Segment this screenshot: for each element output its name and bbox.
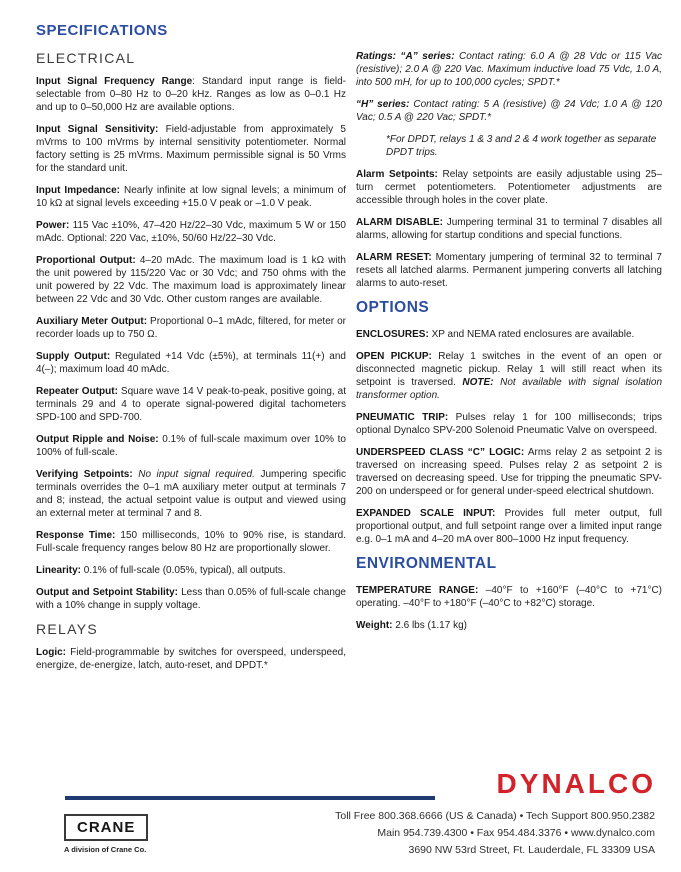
spec-label: Supply Output:: [36, 351, 111, 362]
spec-label: “H” series:: [356, 99, 414, 110]
spec-text: Arms relay 2 as setpoint 2 is traversed on increasing speed. Pulses relay 2 as setpoint 2 is traversed on decreasing speed. Use for tripping the pneumatic SPV-200 on underspeed or for general under-speed electrical shutdown.: [356, 447, 662, 497]
spec-paragraph: [36, 564, 346, 577]
spec-text: 115 Vac ±10%, 47–420 Hz/22–30 Vdc, maximum 5 W or 150 mAdc. Optional: 220 Vac, ±10%, 50/60 Hz/22–30 Vdc.: [36, 220, 346, 244]
contact-line: 3690 NW 53rd Street, Ft. Lauderdale, FL 33309 USA: [408, 844, 655, 856]
spec-text: Proportional 0–1 mAdc, filtered, for meter or recorder loads up to 750 Ω.: [36, 316, 346, 340]
spec-label: Response Time:: [36, 530, 116, 541]
section-heading: RELAYS: [36, 621, 99, 637]
spec-label: Alarm Setpoints:: [356, 169, 438, 180]
spec-text: 0.1% of full-scale (0.05%, typical), all outputs.: [81, 565, 286, 576]
section-title: OPTIONS: [356, 299, 430, 316]
spec-text: Pulses relay 1 for 100 milliseconds; trips optional Dynalco SPV-200 Solenoid Pneumatic Valve on overspeed.: [356, 412, 663, 436]
section-title: ENVIRONMENTAL: [356, 555, 497, 572]
spec-text: XP and NEMA rated enclosures are available.: [428, 329, 635, 340]
spec-text: Field-programmable by switches for overspeed, underspeed, energize, de-energize, latch, auto-reset, and DPDT.*: [36, 647, 346, 671]
spec-paragraph: [356, 350, 662, 402]
spec-paragraph: [36, 315, 346, 341]
spec-label: Verifying Setpoints:: [36, 469, 133, 480]
spec-paragraph: [356, 507, 662, 546]
spec-text: Field-adjustable from approximately 5 mVrms to 100 mVrms by internal sensitivity potentiometer. Normal factory setting is 25 mVrms. Maximum permissible signal is 50 Vrms for the standard unit.: [36, 124, 346, 174]
spec-paragraph: [356, 216, 662, 242]
spec-text: –40°F to +160°F (–40°C to +71°C) operating. –40°F to +180°F (–40°C to +82°C) storage.: [356, 585, 662, 609]
spec-text: Relay setpoints are easily adjustable using 25–turn cermet potentiometers. Potentiometer adjustments are accessible through holes in the cover plate.: [356, 169, 662, 206]
spec-label: Weight:: [356, 620, 393, 631]
spec-paragraph: [36, 219, 346, 245]
section-heading: ELECTRICAL: [36, 50, 136, 66]
spec-text: Jumpering terminal 31 to terminal 7 disables all alarms, allowing for startup conditions and special functions.: [356, 217, 662, 241]
spec-paragraph: [356, 619, 662, 632]
spec-text: *For DPDT, relays 1 & 3 and 2 & 4 work together as separate DPDT trips.: [386, 134, 657, 158]
spec-paragraph: [356, 584, 662, 610]
spec-text: Contact rating: 5 A (resistive) @ 24 Vdc; 1.0 A @ 120 Vac; 0.5 A @ 220 Vac; SPDT.*: [356, 99, 662, 123]
spec-text: 150 milliseconds, 10% to 90% rise, is standard. Full-scale frequency ranges below 80 Hz are proportionally slower.: [36, 530, 346, 554]
spec-paragraph: [356, 168, 662, 207]
spec-paragraph: [356, 328, 662, 341]
spec-label: “A” series:: [400, 51, 460, 62]
contact-line: Main 954.739.4300 • Fax 954.484.3376 • www.dynalco.com: [377, 827, 655, 839]
spec-text: Regulated +14 Vdc (±5%), at terminals 11(+) and 4(–); maximum load 40 mAdc.: [36, 351, 346, 375]
spec-text: Less than 0.05% of full-scale change with a 10% change in supply voltage.: [36, 587, 346, 611]
spec-label: Input Impedance:: [36, 185, 120, 196]
spec-label: Proportional Output:: [36, 255, 136, 266]
spec-paragraph: [356, 446, 662, 498]
spec-paragraph: [36, 123, 346, 175]
spec-paragraph: [36, 468, 346, 520]
crane-tagline: A division of Crane Co.: [64, 845, 147, 854]
spec-label: EXPANDED SCALE INPUT:: [356, 508, 496, 519]
spec-text: 2.6 lbs (1.17 kg): [392, 620, 467, 631]
spec-paragraph: [36, 433, 346, 459]
spec-label: TEMPERATURE RANGE:: [356, 585, 479, 596]
spec-paragraph: [356, 251, 662, 290]
spec-label: ALARM RESET:: [356, 252, 432, 263]
spec-label: Power:: [36, 220, 70, 231]
spec-paragraph: [36, 254, 346, 306]
spec-paragraph: [36, 184, 346, 210]
spec-label: Input Signal Frequency Range: [36, 76, 193, 87]
spec-label: Linearity:: [36, 565, 82, 576]
spec-text: Square wave 14 V peak-to-peak, positive going, at terminals 29 and 4 to operate signal-powered digital tachometers SPD-100 and SPD-700.: [36, 386, 347, 423]
spec-paragraph: [356, 50, 662, 89]
crane-logo-box: CRANE: [64, 814, 148, 841]
spec-text: Jumpering specific terminals overrides the 0–1 mA auxiliary meter output at terminals 7 and 8; instead, the actual setpoint value is output and viewed using an external meter at terminal 7 and 8.: [36, 469, 347, 519]
spec-label: Output and Setpoint Stability:: [36, 587, 178, 598]
spec-label: Input Signal Sensitivity:: [36, 124, 159, 135]
spec-paragraph: [356, 133, 662, 159]
spec-label: OPEN PICKUP:: [356, 351, 432, 362]
spec-label: Logic:: [36, 647, 66, 658]
contact-info: [335, 808, 655, 859]
spec-text: Provides full meter output, full proportional output, and full setpoint range over a limited input range e.g. 0–1 mA and 4–20 mA over 800–1000 Hz input frequency.: [356, 508, 662, 545]
spec-text: Contact rating: 6.0 A @ 28 Vdc or 115 Vac (resistive); 2.0 A @ 220 Vac. Maximum inductive load 75 Vdc, 1.0 A, into 500 mH, for up to 100,000 cycles; SPDT.*: [356, 51, 663, 88]
spec-label: ALARM DISABLE:: [356, 217, 444, 228]
spec-label: UNDERSPEED CLASS “C” LOGIC:: [356, 447, 525, 458]
footer: [0, 770, 681, 872]
spec-text: : Standard input range is field-selectable from 0–80 Hz to 0–20 kHz. Ranges as low as 0–0.1 Hz and up to 0–50,000 Hz are available options.: [36, 76, 347, 113]
spec-text: Not available with signal isolation transformer option.: [356, 377, 663, 401]
spec-paragraph: [36, 646, 346, 672]
spec-text: No input signal required.: [138, 469, 255, 480]
spec-text: Nearly infinite at low signal levels; a minimum of 10 kΩ at signal levels exceeding +15.0 V peak or –1.0 V peak.: [36, 185, 346, 209]
spec-paragraph: [36, 350, 346, 376]
crane-logo: [64, 814, 174, 854]
spec-label: PNEUMATIC TRIP:: [356, 412, 449, 423]
spec-label: NOTE:: [462, 377, 494, 388]
left-column: [36, 22, 346, 681]
spec-paragraph: [36, 75, 346, 114]
spec-paragraph: [36, 385, 346, 424]
spec-text: Relay 1 switches in the event of an open or disconnected magnetic pickup. Relay 1 will still react when its setpoint is traversed.: [356, 351, 662, 388]
spec-label: Repeater Output:: [36, 386, 118, 397]
spec-paragraph: [36, 529, 346, 555]
spec-content: [36, 22, 662, 681]
spec-label: Auxiliary Meter Output:: [36, 316, 148, 327]
spec-label: Output Ripple and Noise:: [36, 434, 159, 445]
spec-text: 4–20 mAdc. The maximum load is 1 kΩ with the unit powered by 115/220 Vac or 30 Vdc; and 750 ohms with the unit powered by 22 Vdc. The maximum load is approximately linear between 22 Vdc and 30 Vdc. Other custom ranges are available.: [36, 255, 346, 305]
dynalco-logo: DYNALCO: [496, 768, 656, 799]
spec-text: Momentary jumpering of terminal 32 to terminal 7 resets all latched alarms. Permanent jumpering converts all latching alarms to auto-reset.: [356, 252, 662, 289]
spec-paragraph: [356, 98, 662, 124]
contact-line: Toll Free 800.368.6666 (US & Canada) • Tech Support 800.950.2382: [335, 810, 655, 822]
right-column: [356, 22, 662, 681]
spec-paragraph: [36, 586, 346, 612]
spec-label: ENCLOSURES:: [356, 329, 429, 340]
spec-label: Ratings:: [356, 51, 401, 62]
section-title: SPECIFICATIONS: [36, 22, 168, 39]
spec-paragraph: [356, 411, 662, 437]
spec-text: 0.1% of full-scale maximum over 10% to 100% of full-scale.: [36, 434, 346, 458]
footer-divider-rule: [65, 796, 435, 800]
